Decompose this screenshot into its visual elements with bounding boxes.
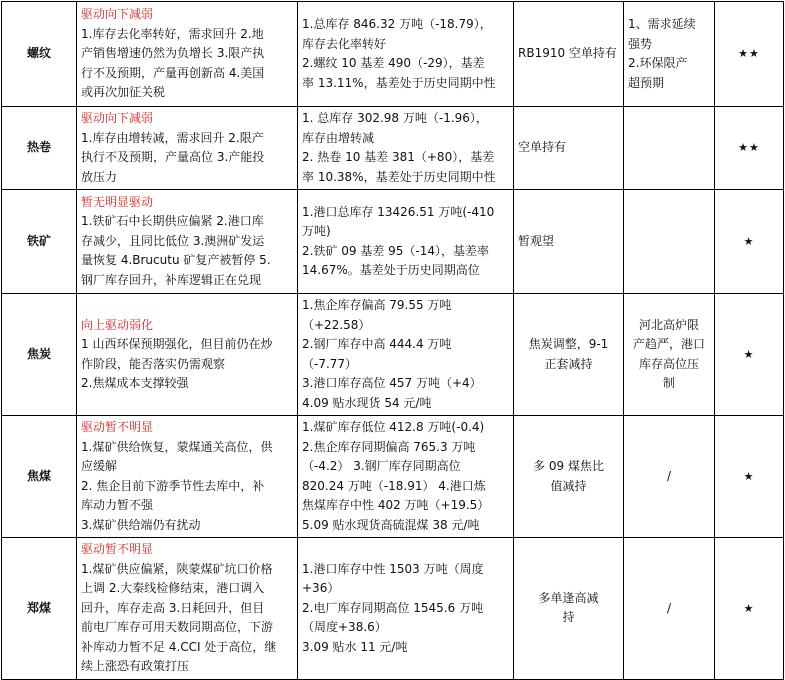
data-text: 820.24 万吨（-18.91） 4.港口炼	[302, 478, 486, 493]
data-text: 5.09 贴水现货高硫混煤 38 元/吨	[302, 517, 480, 532]
commodity-strategy-table	[1, 1, 784, 680]
data-text: 1.港口总库存 13426.51 万吨(-410	[302, 204, 495, 219]
driver-text: 存减少，且同比低位 3.澳洲矿发运	[81, 233, 265, 248]
driver-text: 1.煤矿供应偏紧，陕蒙煤矿坑口价格	[81, 561, 273, 576]
driver-heading: 驱动暂不明显	[81, 420, 154, 434]
driver-text: 3.煤矿供给端仍有扰动	[81, 517, 201, 532]
rating-stars: ★★	[715, 107, 784, 190]
table-row	[2, 190, 784, 294]
data-text: +36）	[302, 581, 340, 595]
driver-text: 上调 2.大秦线检修结束，港口调入	[81, 581, 265, 595]
risk-text: 库存高位压	[638, 356, 699, 371]
data-text: 率 10.38%，基差处于历史同期中性	[302, 169, 496, 184]
driver-text: 执行不及预期，产量高位 3.产能投	[81, 150, 265, 164]
driver-heading: 暂无明显驱动	[81, 194, 154, 209]
data-cell	[298, 538, 514, 680]
risk-text: 1、需求延续	[628, 17, 696, 31]
data-text: 3.港口库存高位 457 万吨（+4）	[302, 376, 482, 390]
risk-text: 制	[662, 376, 675, 390]
risk-text: /	[666, 468, 672, 483]
view-cell	[514, 538, 624, 680]
driver-text: 产销售增速仍然为负增长 3.限产执	[81, 46, 265, 61]
view-cell: 空单持有	[514, 107, 624, 190]
driver-text: 1.库存由增转减，需求回升 2.限产	[81, 130, 264, 145]
data-cell	[298, 190, 514, 294]
view-text: 多单逢高减	[538, 590, 599, 605]
commodity-name: 热卷	[2, 107, 77, 190]
driver-cell	[77, 190, 298, 294]
driver-text: 作阶段，能否落实仍需观察	[81, 356, 226, 371]
data-cell	[298, 107, 514, 190]
data-text: 1.煤矿库存低位 412.8 万吨(-0.4)	[302, 420, 485, 434]
commodity-name: 焦煤	[2, 416, 77, 538]
driver-text: 1.铁矿石中长期供应偏紧 2.港口库	[81, 214, 264, 229]
risk-text: /	[666, 600, 672, 615]
rating-stars: ★	[715, 538, 784, 680]
table-row	[2, 538, 784, 680]
driver-cell	[77, 107, 298, 190]
risk-text: 2.环保限产	[628, 56, 688, 70]
driver-text: 库动力暂不强	[81, 498, 154, 512]
driver-heading: 向上驱动弱化	[81, 317, 154, 332]
data-text: 2. 热卷 10 基差 381（+80），基差	[302, 150, 495, 164]
data-cell	[298, 294, 514, 416]
rating-stars: ★	[715, 294, 784, 416]
driver-heading: 驱动向下减弱	[81, 111, 154, 125]
risk-cell	[624, 2, 715, 107]
data-text: 3.09 贴水 11 元/吨	[302, 639, 408, 654]
rating-stars: ★★	[715, 2, 784, 107]
driver-text: 1 山西环保预期强化，但目前仍在炒	[81, 337, 273, 351]
data-cell	[298, 2, 514, 107]
risk-cell	[624, 294, 715, 416]
data-cell	[298, 416, 514, 538]
risk-text: 产趋严，港口	[632, 337, 705, 351]
driver-cell	[77, 416, 298, 538]
table-row	[2, 107, 784, 190]
risk-text: 河北高炉限	[638, 317, 699, 332]
commodity-name: 螺纹	[2, 2, 77, 107]
rating-stars: ★	[715, 416, 784, 538]
data-text: 4.09 贴水现货 54 元/吨	[302, 395, 432, 410]
driver-text: 回升，库存走高 3.日耗回升，但目	[81, 600, 265, 615]
data-text: 14.67%。基差处于历史同期高位	[302, 263, 480, 277]
data-text: 1.总库存 846.32 万吨（-18.79），	[302, 17, 492, 31]
data-text: 1.焦企库存偏高 79.55 万吨	[302, 298, 452, 312]
data-text: 2.焦企库存同期偏高 765.3 万吨	[302, 439, 476, 454]
driver-cell	[77, 2, 298, 107]
view-cell	[514, 294, 624, 416]
driver-cell	[77, 538, 298, 680]
risk-text: 超预期	[628, 75, 665, 90]
driver-text: 1.煤矿供给恢复，蒙煤通关高位，供	[81, 439, 273, 454]
data-text: （-7.77）	[302, 356, 358, 371]
view-cell	[514, 416, 624, 538]
driver-text: 2.焦煤成本支撑较强	[81, 376, 189, 390]
driver-text: 钢厂库存回升，补库逻辑正在兑现	[81, 272, 262, 287]
driver-text: 前电厂库存可用天数同期高位，下游	[81, 620, 274, 634]
data-text: 2.铁矿 09 基差 95（-14），基差率	[302, 243, 490, 258]
driver-text: 或再次加征关税	[81, 85, 166, 100]
table-row	[2, 416, 784, 538]
data-text: 2.电厂库存同期高位 1545.6 万吨	[302, 600, 484, 615]
data-text: 1. 总库存 302.98 万吨（-1.96），	[302, 111, 488, 125]
view-text: 正套减持	[544, 356, 593, 371]
commodity-name: 焦炭	[2, 294, 77, 416]
risk-cell	[624, 190, 715, 294]
risk-cell	[624, 107, 715, 190]
driver-heading: 驱动向下减弱	[81, 7, 154, 22]
data-text: 库存由增转减	[302, 130, 375, 145]
view-text: 焦炭调整，9-1	[528, 337, 609, 351]
data-text: 万吨)	[302, 224, 331, 238]
driver-text: 2. 焦企目前下游季节性去库中，补	[81, 478, 265, 493]
risk-cell	[624, 538, 715, 680]
data-text: （+22.58）	[302, 317, 371, 332]
rating-stars: ★	[715, 190, 784, 294]
data-text: 2.钢厂库存中高 444.4 万吨	[302, 337, 452, 351]
driver-cell	[77, 294, 298, 416]
risk-cell	[624, 416, 715, 538]
driver-text: 补库动力暂不足 4.CCI 处于高位，继	[81, 639, 277, 654]
view-text: 值减持	[550, 478, 587, 493]
driver-text: 应缓解	[81, 459, 118, 473]
data-text: （-4.2） 3.钢厂库存同期高位	[302, 459, 461, 473]
commodity-name: 郑煤	[2, 538, 77, 680]
data-text: 1.港口库存中性 1503 万吨（周度	[302, 561, 484, 576]
data-text: （周度+38.6）	[302, 620, 387, 634]
driver-heading: 驱动暂不明显	[81, 542, 154, 556]
driver-text: 放压力	[81, 169, 118, 184]
table-row	[2, 294, 784, 416]
driver-text: 量恢复 4.Brucutu 矿复产被暂停 5.	[81, 253, 271, 268]
data-text: 库存去化率转好	[302, 36, 387, 51]
driver-text: 行不及预期，产量再创新高 4.美国	[81, 65, 265, 80]
driver-text: 1.库存去化率转好，需求回升 2.地	[81, 26, 264, 41]
view-cell: 暂观望	[514, 190, 624, 294]
data-text: 焦煤库存中性 402 万吨（+19.5）	[302, 498, 490, 512]
risk-text: 强势	[628, 36, 653, 51]
data-text: 2.螺纹 10 基差 490（-29），基差	[302, 56, 485, 70]
view-text: 多 09 煤焦比	[533, 459, 604, 473]
driver-text: 续上涨恐有政策打压	[81, 659, 190, 673]
view-cell: RB1910 空单持有	[514, 2, 624, 107]
data-text: 率 13.11%，基差处于历史同期中性	[302, 75, 496, 90]
view-text: 持	[562, 610, 575, 625]
table-row	[2, 2, 784, 107]
commodity-name: 铁矿	[2, 190, 77, 294]
